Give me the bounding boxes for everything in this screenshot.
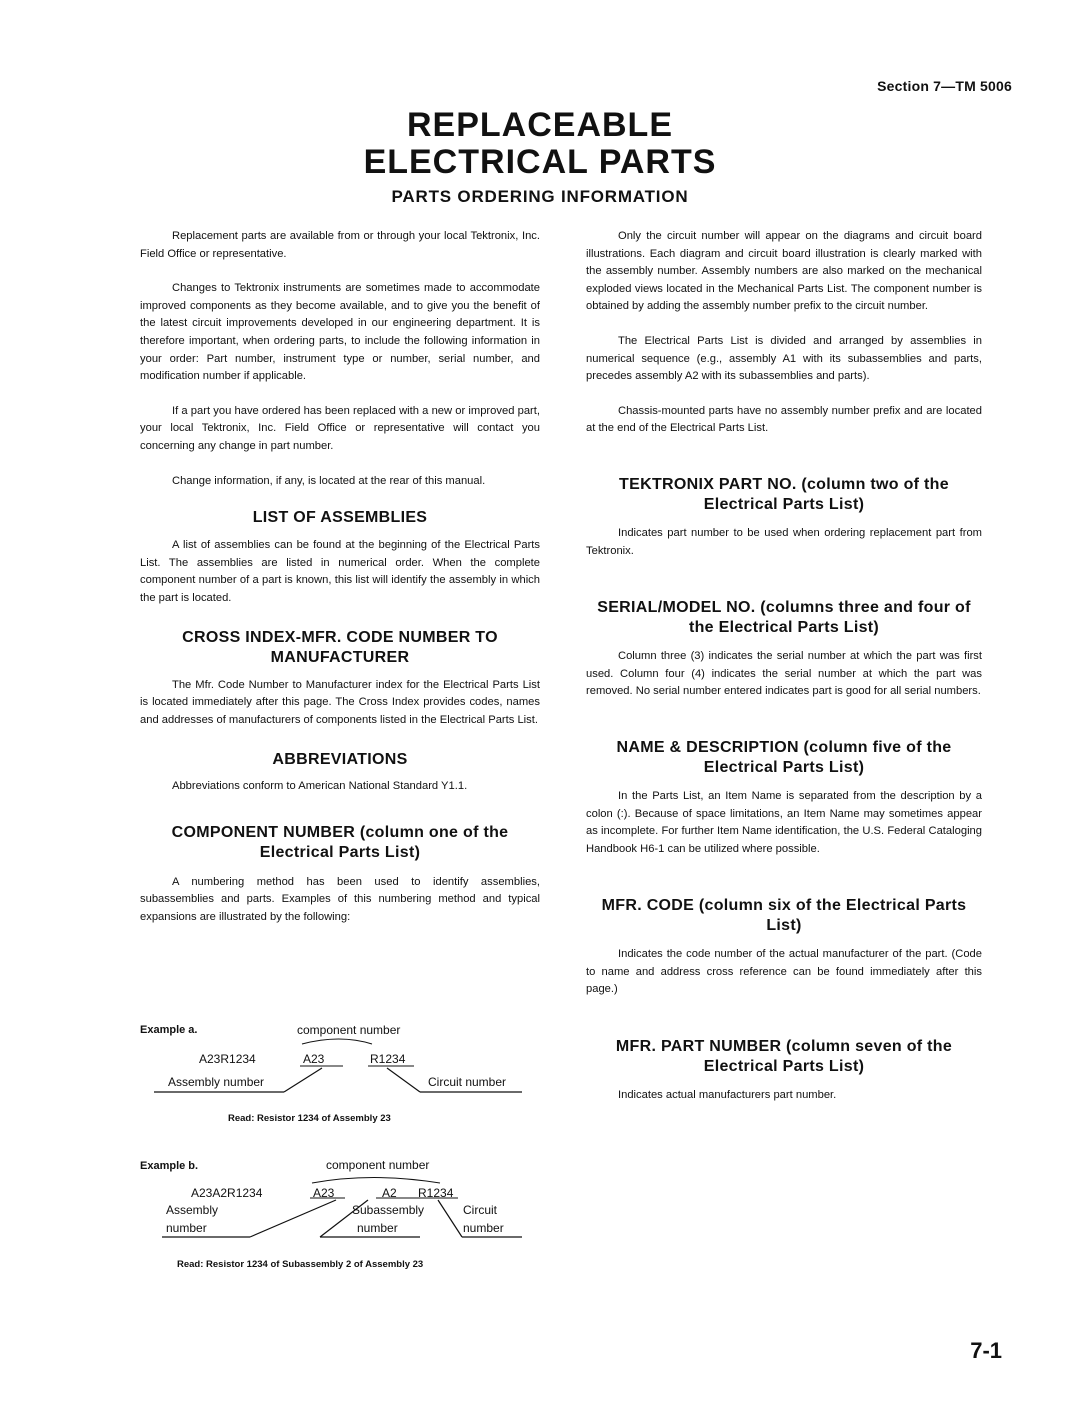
example-b-code: A23A2R1234: [191, 1186, 263, 1200]
heading-list-of-assemblies: LIST OF ASSEMBLIES: [252, 509, 428, 527]
page-number: 7-1: [970, 1338, 1002, 1363]
example-a-label: Example a.: [140, 1024, 198, 1036]
example-a-read: Read: Resistor 1234 of Assembly 23: [228, 1113, 391, 1124]
assemblies-paragraph: A list of assemblies can be found at the beginning of the Electrical Parts List. The assemblies are listed in numerical order. When the complete component number of a part is known, this list will identify the assembly in which the part is located.: [140, 539, 540, 604]
abbreviations-paragraph: Abbreviations conform to American National Standard Y1.1.: [172, 780, 468, 793]
serial-model-no-paragraph: Column three (3) indicates the serial number at which the part was first used. Column four (4) indicates the serial number at which the part was removed. No serial number entered indicates part is good for all serial numbers.: [586, 650, 982, 698]
heading-mfr-code: MFR. CODE (column six of the Electrical Parts List): [601, 897, 967, 935]
example-a-component-number: component number: [297, 1023, 401, 1037]
example-b-label: Example b.: [140, 1160, 199, 1172]
right-column: [586, 228, 982, 1105]
page-title-line-2: ELECTRICAL PARTS: [363, 143, 717, 181]
example-b-diagram-lines: [140, 1168, 540, 1240]
example-a-code: A23R1234: [199, 1052, 256, 1066]
component-number-paragraph: A numbering method has been used to identify assemblies, subassemblies and parts. Examples of this numbering method and typical expansions are illustrated by the following:: [140, 875, 540, 924]
page-title-line-1: REPLACEABLE: [406, 106, 674, 144]
mfr-code-paragraph: Indicates the code number of the actual manufacturer of the part. (Code to name and address cross reference can be found immediately after this page.): [586, 948, 982, 996]
example-b-assembly-line2: number: [166, 1221, 207, 1235]
example-b-circuit-line2: number: [463, 1221, 504, 1235]
example-b-circuit-line1: Circuit: [463, 1203, 498, 1217]
example-a-circuit-number: Circuit number: [428, 1075, 507, 1089]
right-paragraph-2: The Electrical Parts List is divided and arranged by assemblies in numerical sequence (e.g., assembly A1 with its subassemblies and parts, precedes assembly A2 with its subassemblies and parts).: [586, 334, 982, 383]
heading-abbreviations: ABBREVIATIONS: [272, 751, 408, 769]
example-b-subassembly-line2: number: [357, 1221, 398, 1235]
example-a-assembly-number: Assembly number: [168, 1075, 265, 1089]
example-a-part-assembly: A23: [303, 1052, 325, 1066]
name-description-paragraph: In the Parts List, an Item Name is separated from the description by a colon (:). Because of space limitations, an Item Name may sometimes appear as incomplete. For further Item Name identification, the U.S. Federal Cataloging Handbook H6-1 can be utilized where possible.: [586, 789, 982, 855]
example-b-subassembly-line1: Subassembly: [352, 1203, 425, 1217]
intro-paragraph-2: Changes to Tektronix instruments are sometimes made to accommodate improved components as they become available, and to give you the benefit of the latest circuit improvements developed in our engineering department. It is therefore important, when ordering parts, to include the following information in your order: Part number, instrument type or number, serial number, and modification number if applicable.: [140, 282, 540, 383]
heading-tektronix-part-no: TEKTRONIX PART NO. (column two of the Electrical Parts List): [619, 475, 949, 513]
tektronix-part-no-paragraph: Indicates part number to be used when ordering replacement part from Tektronix.: [586, 526, 982, 557]
example-a-part-circuit: R1234: [370, 1052, 406, 1066]
intro-paragraph-3: If a part you have ordered has been replaced with a new or improved part, your local Tektronix, Inc. Field Office or representative will contact you concerning any change in part number.: [140, 404, 540, 452]
heading-serial-model-no: SERIAL/MODEL NO. (columns three and four of the Electrical Parts List): [597, 599, 971, 637]
mfr-part-number-paragraph: Indicates actual manufacturers part number.: [618, 1089, 837, 1102]
page-subtitle: PARTS ORDERING INFORMATION: [391, 187, 689, 206]
example-b-part-circuit: R1234: [418, 1186, 454, 1200]
left-column: [140, 228, 540, 927]
intro-paragraph-4: Change information, if any, is located at the rear of this manual.: [172, 474, 486, 487]
example-a-diagram-lines: [140, 1030, 540, 1100]
example-b-assembly-line1: Assembly: [166, 1203, 219, 1217]
section-reference: Section 7—TM 5006: [877, 78, 1012, 94]
heading-cross-index: CROSS INDEX-MFR. CODE NUMBER TO MANUFACTURER: [182, 628, 498, 666]
heading-component-number: COMPONENT NUMBER (column one of the Electrical Parts List): [171, 823, 509, 861]
example-b-read: Read: Resistor 1234 of Subassembly 2 of Assembly 23: [177, 1259, 424, 1270]
example-b-part-assembly: A23: [313, 1186, 335, 1200]
right-paragraph-3: Chassis-mounted parts have no assembly number prefix and are located at the end of the Electrical Parts List.: [586, 404, 982, 435]
intro-paragraph-1: Replacement parts are available from or through your local Tektronix, Inc. Field Office or representative.: [140, 230, 540, 260]
heading-name-description: NAME & DESCRIPTION (column five of the Electrical Parts List): [616, 738, 952, 776]
example-b-component-number: component number: [326, 1158, 430, 1172]
cross-index-paragraph: The Mfr. Code Number to Manufacturer index for the Electrical Parts List is located immediately after this page. The Cross Index provides codes, names and addresses of manufacturers of components listed in the Electrical Parts List.: [140, 678, 540, 726]
example-b-part-subassembly: A2: [382, 1186, 397, 1200]
right-paragraph-1: Only the circuit number will appear on the diagrams and circuit board illustrations. Each diagram and circuit board illustration is clearly marked with the assembly number. Assembly numbers are also marked on the mechanical exploded views located in the Mechanical Parts List. The component number is obtained by adding the assembly number prefix to the circuit number.: [586, 230, 982, 313]
heading-mfr-part-number: MFR. PART NUMBER (column seven of the Electrical Parts List): [615, 1038, 953, 1076]
